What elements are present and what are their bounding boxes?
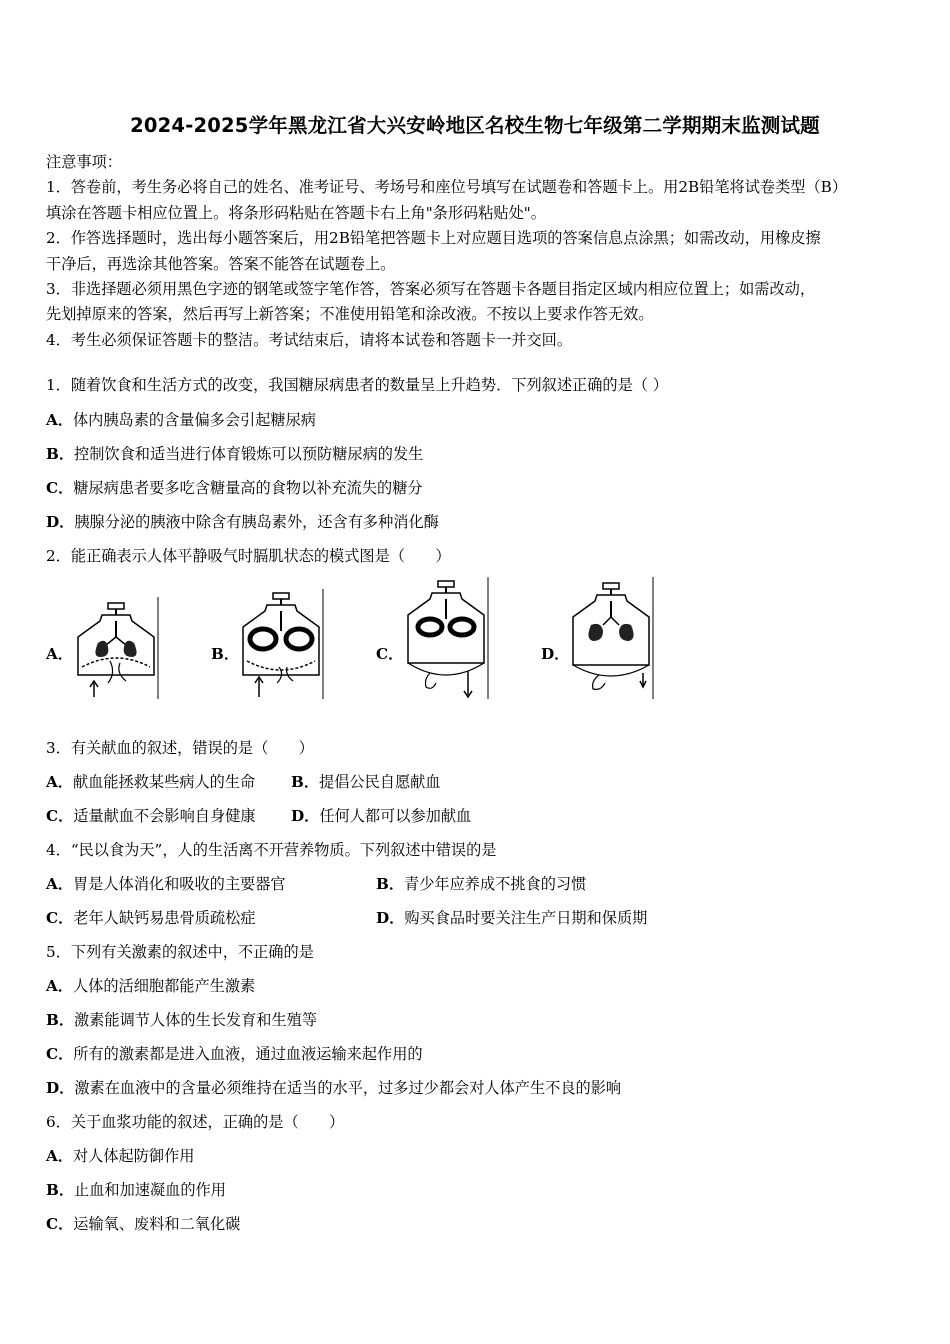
q2-label-d: D．: [541, 645, 570, 663]
option-text: 运输氧、废料和二氧化碳: [73, 1215, 241, 1233]
q2-label-c: C．: [376, 645, 404, 663]
page-title: 2024-2025学年黑龙江省大兴安岭地区名校生物七年级第二学期期末监测试题: [130, 114, 820, 137]
q3-option-b: [291, 772, 441, 792]
q6-option-c: [46, 1214, 240, 1234]
option-text: 胰腺分泌的胰液中除含有胰岛素外，还含有多种消化酶: [74, 513, 439, 531]
option-text: 激素在血液中的含量必须维持在适当的水平，过多过少都会对人体产生不良的影响: [74, 1079, 622, 1097]
option-text: 对人体起防御作用: [72, 1147, 195, 1165]
q1-option-c: [46, 478, 423, 498]
q5-option-a: [46, 976, 255, 996]
option-text: 购买食品时要关注生产日期和保质期: [404, 909, 648, 927]
option-letter: C．: [46, 479, 74, 497]
q1-option-a: [46, 410, 316, 430]
option-text: 提倡公民自愿献血: [319, 773, 441, 791]
option-letter: C．: [46, 1215, 74, 1233]
q3-option-a: [46, 772, 255, 792]
q5-option-c: [46, 1044, 423, 1064]
notes-line: 干净后，再选涂其他答案。答案不能答在试题卷上。: [46, 254, 396, 273]
q1-option-b: [46, 444, 423, 464]
option-letter: A．: [46, 411, 73, 429]
option-letter: C．: [46, 1045, 74, 1063]
option-letter: A．: [46, 773, 73, 791]
q6-option-b: [46, 1180, 226, 1200]
option-text: 献血能拯救某些病人的生命: [72, 773, 256, 791]
q2-label-a: A．: [46, 645, 73, 663]
q3-stem: 3．有关献血的叙述，错误的是（ ）: [46, 739, 314, 757]
q5-stem: 5．下列有关激素的叙述中，不正确的是: [46, 943, 314, 961]
bell-jar-diagram-d: [565, 575, 657, 703]
option-letter: C．: [46, 909, 74, 927]
option-text: 胃是人体消化和吸收的主要器官: [72, 875, 286, 893]
option-text: 适量献血不会影响自身健康: [73, 807, 256, 825]
option-letter: B．: [46, 1011, 75, 1029]
q6-option-a: [46, 1146, 194, 1166]
q4-option-c: [46, 908, 256, 928]
bell-jar-diagram-b: [235, 575, 327, 703]
option-text: 止血和加速凝血的作用: [74, 1181, 226, 1199]
q2-label-b: B．: [211, 645, 240, 663]
q4-option-b: [376, 874, 586, 894]
option-text: 任何人都可以参加献血: [319, 807, 472, 825]
q4-option-d: [376, 908, 647, 928]
notes-line: 3．非选择题必须用黑色字迹的钢笔或签字笔作答，答案必须写在答题卡各题目指定区域内相应位置上；如需改动，: [46, 280, 816, 299]
q3-option-c: [46, 806, 256, 826]
q1-option-d: [46, 512, 439, 532]
option-letter: B．: [46, 445, 75, 463]
option-text: 激素能调节人体的生长发育和生殖等: [74, 1011, 318, 1029]
option-letter: D．: [46, 1079, 75, 1097]
q4-option-a: [46, 874, 286, 894]
notes-line: 4．考生必须保证答题卡的整洁。考试结束后，请将本试卷和答题卡一并交回。: [46, 330, 573, 349]
option-text: 青少年应养成不挑食的习惯: [404, 875, 587, 893]
option-letter: B．: [376, 875, 405, 893]
option-text: 所有的激素都是进入血液，通过血液运输来起作用的: [73, 1045, 423, 1063]
option-letter: D．: [291, 807, 320, 825]
q1-stem: 1．随着饮食和生活方式的改变，我国糖尿病患者的数量呈上升趋势．下列叙述正确的是（ ）: [46, 376, 668, 394]
bell-jar-diagram-a: [70, 575, 162, 703]
q6-stem: 6．关于血浆功能的叙述，正确的是（ ）: [46, 1113, 345, 1131]
option-letter: B．: [291, 773, 320, 791]
option-text: 人体的活细胞都能产生激素: [72, 977, 256, 995]
q3-option-d: [291, 806, 471, 826]
option-letter: B．: [46, 1181, 75, 1199]
q5-option-b: [46, 1010, 317, 1030]
option-letter: A．: [46, 1147, 73, 1165]
notes-line: 填涂在答题卡相应位置上。将条形码粘贴在答题卡右上角"条形码粘贴处"。: [46, 203, 546, 222]
notes-section: [46, 150, 906, 353]
option-text: 糖尿病患者要多吃含糖量高的食物以补充流失的糖分: [73, 479, 423, 497]
option-letter: D．: [376, 909, 405, 927]
q4-stem: 4．“民以食为天”，人的生活离不开营养物质。下列叙述中错误的是: [46, 841, 497, 859]
option-letter: C．: [46, 807, 74, 825]
option-letter: A．: [46, 977, 73, 995]
option-text: 体内胰岛素的含量偏多会引起糖尿病: [72, 411, 316, 429]
option-text: 控制饮食和适当进行体育锻炼可以预防糖尿病的发生: [74, 445, 424, 463]
q2-stem: 2．能正确表示人体平静吸气时膈肌状态的模式图是（ ）: [46, 547, 451, 565]
notes-line: 先划掉原来的答案，然后再写上新答案；不准使用铅笔和涂改液。不按以上要求作答无效。: [46, 305, 654, 324]
bell-jar-diagram-c: [400, 575, 492, 703]
option-letter: A．: [46, 875, 73, 893]
notes-line: 1．答卷前，考生务必将自己的姓名、准考证号、考场号和座位号填写在试题卷和答题卡上。用2B铅笔将试卷类型（B）: [46, 178, 848, 197]
notes-heading: 注意事项：: [46, 153, 122, 171]
q5-option-d: [46, 1078, 621, 1098]
option-text: 老年人缺钙易患骨质疏松症: [73, 909, 256, 927]
option-letter: D．: [46, 513, 75, 531]
notes-line: 2．作答选择题时，选出每小题答案后，用2B铅笔把答题卡上对应题目选项的答案信息点涂黑；如需改动，用橡皮擦: [46, 229, 821, 248]
